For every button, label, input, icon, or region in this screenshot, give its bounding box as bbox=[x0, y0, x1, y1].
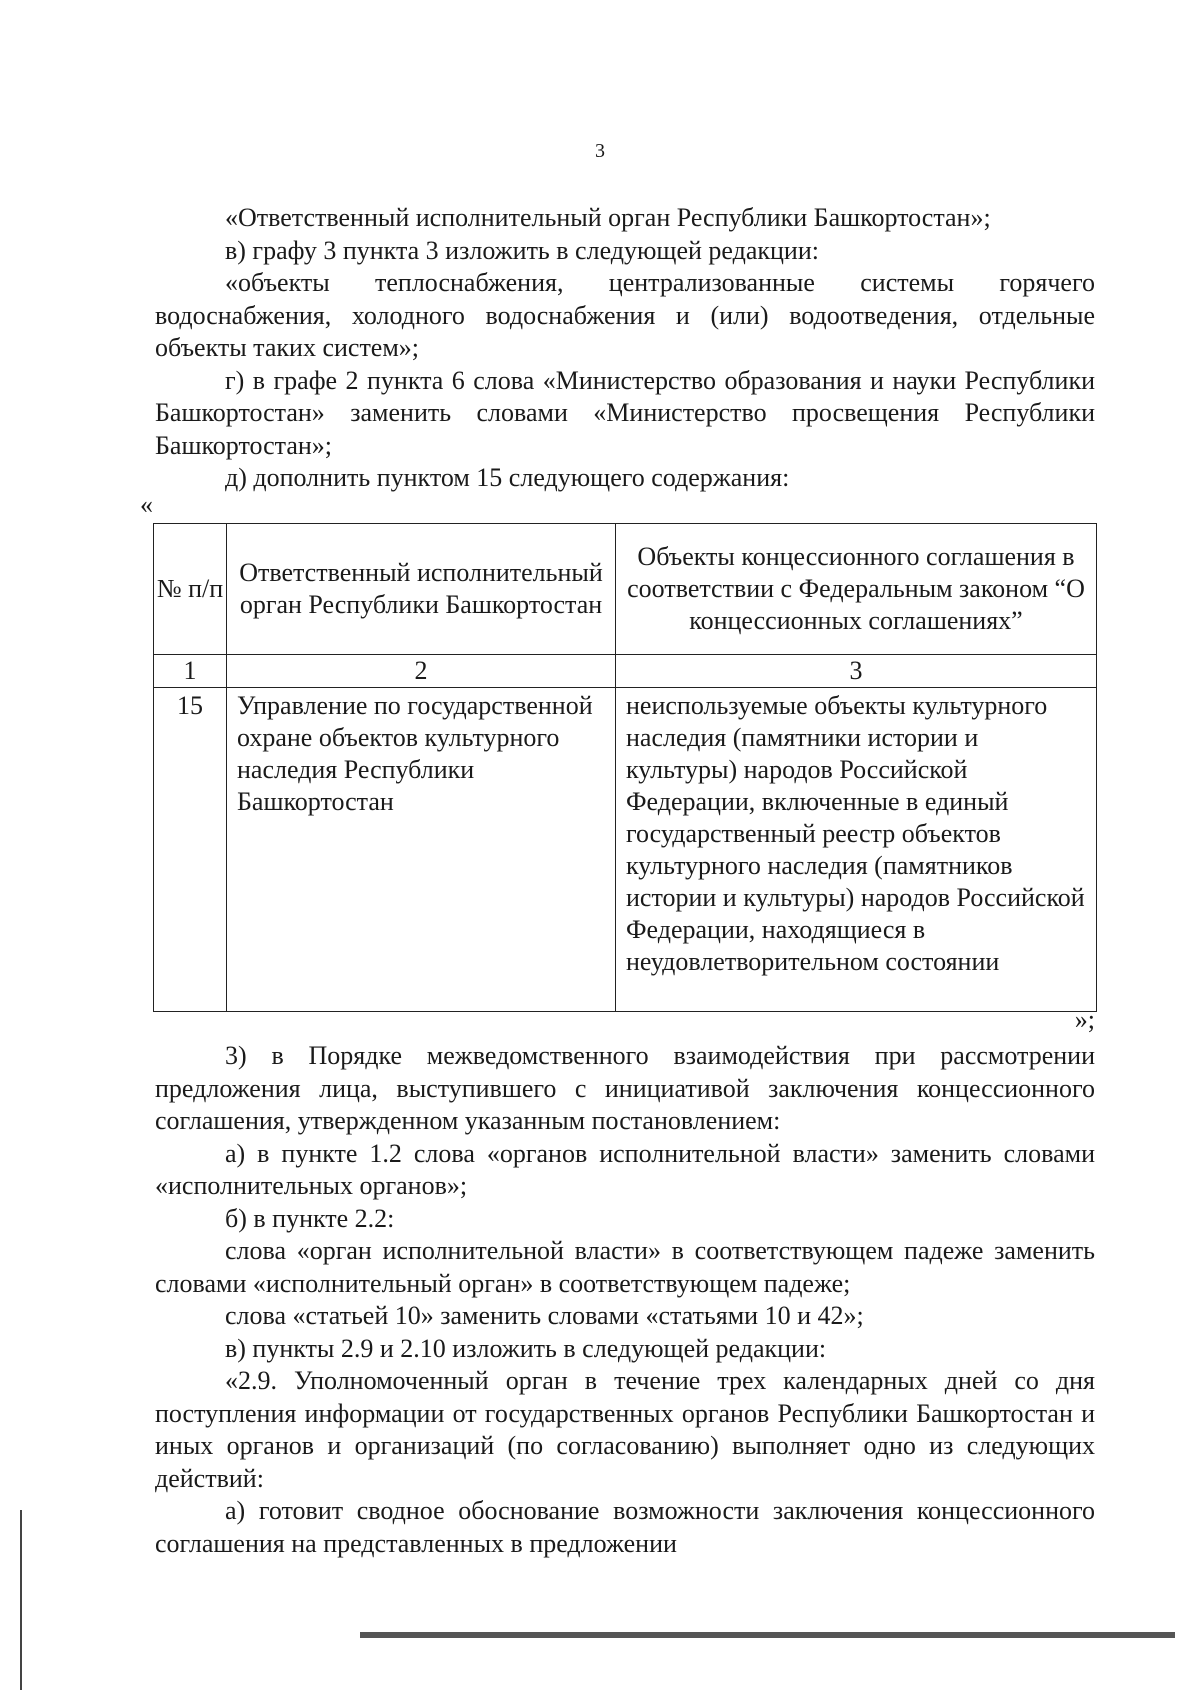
table-row bbox=[154, 688, 1097, 1012]
paragraph: д) дополнить пунктом 15 следующего содержания: bbox=[225, 463, 790, 492]
top-text-block bbox=[155, 202, 1095, 495]
table-close-quote: »; bbox=[1074, 1005, 1095, 1034]
table-header-row bbox=[154, 524, 1097, 655]
row-organ: Управление по государственной охране объектов культурного наследия Республики Башкортостан bbox=[227, 688, 616, 1012]
page-number: 3 bbox=[595, 140, 605, 162]
paragraph: «2.9. Уполномоченный орган в течение трех календарных дней со дня поступления информации от государственных органов Республики Башкортостан и иных органов и организаций (по согласованию) выполняет одно из следующих действий: bbox=[155, 1366, 1095, 1493]
paragraph: 3) в Порядке межведомственного взаимодействия при рассмотрении предложения лица, выступившего с инициативой заключения концессионного соглашения, утвержденном указанным постановлением: bbox=[155, 1041, 1095, 1135]
paragraph: а) готовит сводное обоснование возможности заключения концессионного соглашения на представленных в предложении bbox=[155, 1496, 1095, 1558]
paragraph: г) в графе 2 пункта 6 слова «Министерство образования и науки Республики Башкортостан» заменить словами «Министерство просвещения Республики Башкортостан»; bbox=[155, 365, 1095, 460]
table-open-quote: « bbox=[140, 490, 153, 519]
row-objects: неиспользуемые объекты культурного наследия (памятники истории и культуры) народов Российской Федерации, включенные в единый государственный реестр объектов культурного наследия (памятников истории и культуры) народов Российской Федерации, находящиеся в неудовлетворительном состоянии bbox=[616, 688, 1097, 1012]
scan-bottom-bar bbox=[360, 1632, 1175, 1638]
row-number: 15 bbox=[154, 688, 227, 1012]
paragraph: «Ответственный исполнительный орган Республики Башкортостан»; bbox=[225, 203, 991, 232]
scan-edge-line bbox=[20, 1510, 22, 1690]
paragraph: «объекты теплоснабжения, централизованные системы горячего водоснабжения, холодного водоснабжения и (или) водоотведения, отдельные объекты таких систем»; bbox=[155, 268, 1095, 362]
paragraph: а) в пункте 1.2 слова «органов исполнительной власти» заменить словами «исполнительных органов»; bbox=[155, 1138, 1095, 1200]
column-number: 1 bbox=[154, 655, 227, 688]
column-number-row bbox=[154, 655, 1097, 688]
bottom-text-block bbox=[155, 1040, 1095, 1560]
header-number: № п/п bbox=[154, 524, 227, 655]
column-number: 3 bbox=[616, 655, 1097, 688]
header-objects: Объекты концессионного соглашения в соответствии с Федеральным законом “О концессионных соглашениях” bbox=[616, 524, 1097, 655]
column-number: 2 bbox=[227, 655, 616, 688]
paragraph: в) пункты 2.9 и 2.10 изложить в следующей редакции: bbox=[225, 1333, 827, 1363]
paragraph: слова «орган исполнительной власти» в соответствующем падеже заменить словами «исполнительный орган» в соответствующем падеже; bbox=[155, 1236, 1095, 1298]
paragraph: в) графу 3 пункта 3 изложить в следующей редакции: bbox=[225, 235, 819, 265]
paragraph: б) в пункте 2.2: bbox=[225, 1203, 395, 1233]
paragraph: слова «статьей 10» заменить словами «статьями 10 и 42»; bbox=[225, 1301, 864, 1330]
amendment-table bbox=[153, 523, 1097, 1012]
header-organ: Ответственный исполнительный орган Республики Башкортостан bbox=[227, 524, 616, 655]
